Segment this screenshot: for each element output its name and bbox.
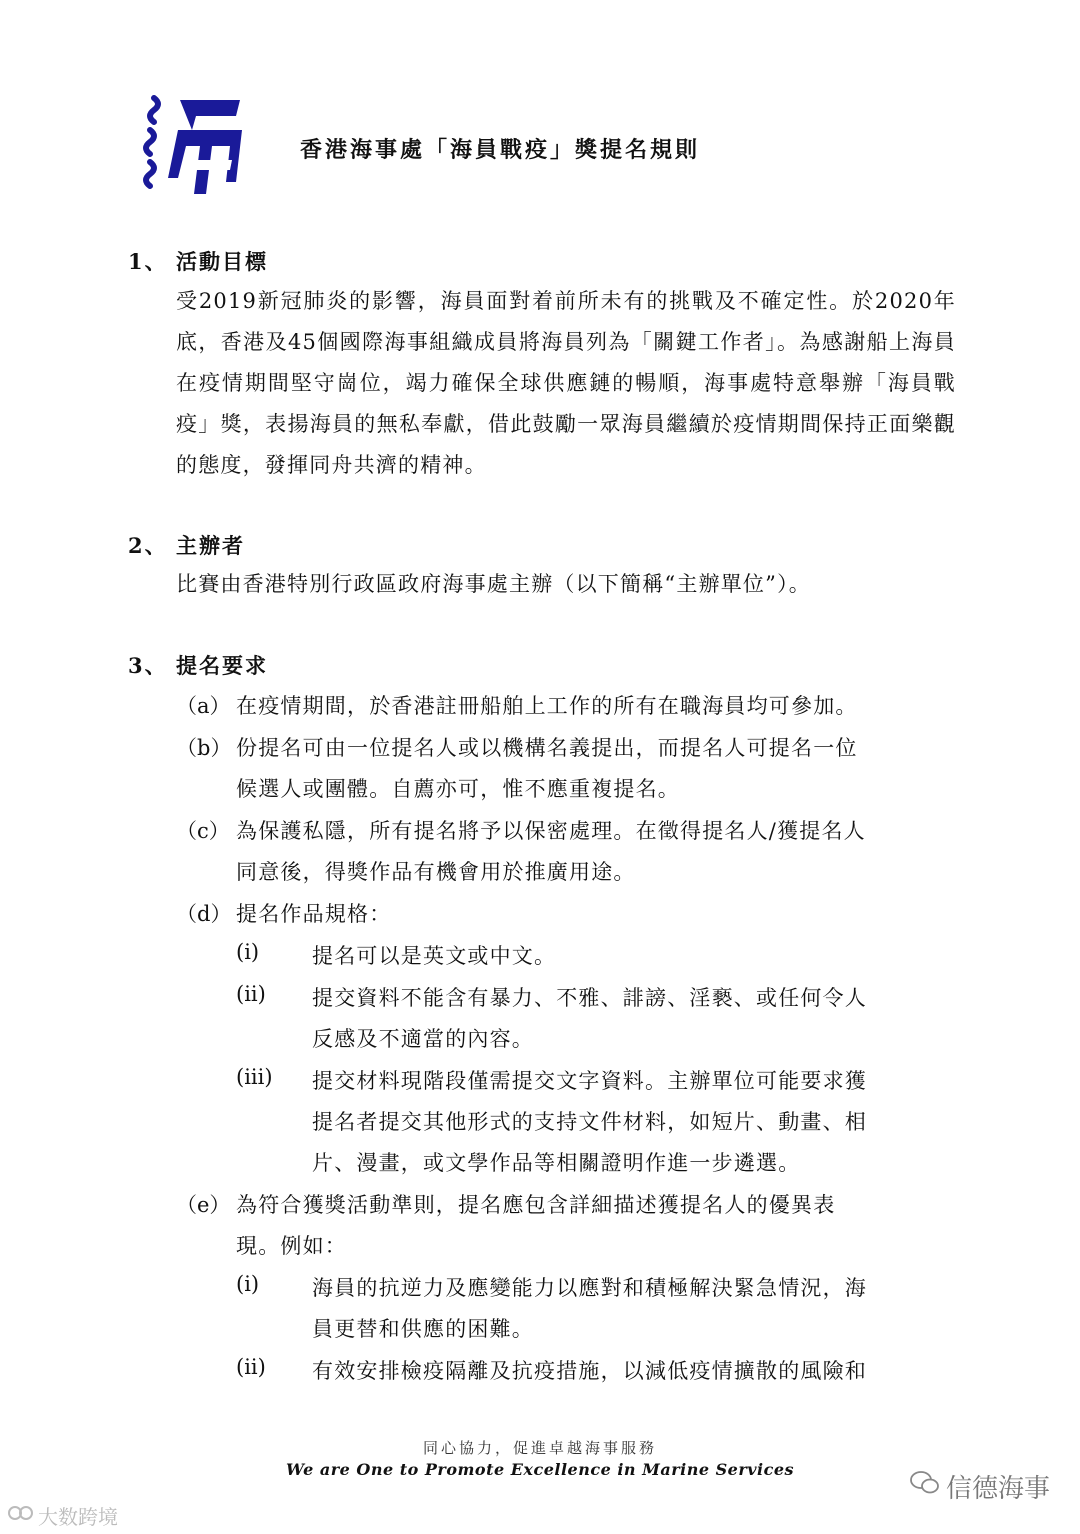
requirement-a-label: （a） xyxy=(176,694,231,718)
section-1-heading xyxy=(128,246,268,276)
watermark-left xyxy=(8,1501,118,1530)
section-number: 3、 xyxy=(128,653,168,678)
section-number: 2、 xyxy=(128,533,168,558)
watermark-right xyxy=(910,1468,1050,1505)
requirement-c-label: （c） xyxy=(176,819,230,843)
sub-item-line: 海員的抗逆力及應變能力以應對和積極解決緊急情況，海 xyxy=(312,1276,867,1300)
sub-item-line: 反感及不適當的內容。 xyxy=(312,1027,534,1051)
sub-item-line: 員更替和供應的困難。 xyxy=(312,1317,534,1341)
requirement-d-text: 提名作品規格： xyxy=(236,902,392,926)
sub-item-label: (iii) xyxy=(236,1065,273,1089)
section-title: 活動目標 xyxy=(176,249,268,274)
marine-department-logo xyxy=(140,90,250,200)
footer-slogan-english: We are One to Promote Excellence in Marine Services xyxy=(285,1460,795,1479)
sub-item-label: (i) xyxy=(236,1272,260,1296)
section-number: 1、 xyxy=(128,249,168,274)
brand-mark-icon xyxy=(8,1503,34,1528)
sub-item-line: 提交材料現階段僅需提交文字資料。主辦單位可能要求獲 xyxy=(312,1069,867,1093)
sub-item-line: 提名可以是英文或中文。 xyxy=(312,944,557,968)
watermark-text: 大数跨境 xyxy=(38,1505,118,1529)
sub-item-label: (ii) xyxy=(236,1355,266,1379)
sub-item-line: 有效安排檢疫隔離及抗疫措施，以減低疫情擴散的風險和 xyxy=(312,1359,867,1383)
requirement-a-line: 在疫情期間，於香港註冊船舶上工作的所有在職海員均可參加。 xyxy=(236,694,858,718)
document-title: 香港海事處「海員戰疫」獎提名規則 xyxy=(300,137,701,163)
requirement-c-line: 為保護私隱，所有提名將予以保密處理。在徵得提名人/獲提名人 xyxy=(236,819,866,843)
section-2-heading xyxy=(128,530,245,560)
requirement-e-label: （e） xyxy=(176,1193,231,1217)
requirement-c-line: 同意後，得獎作品有機會用於推廣用途。 xyxy=(236,860,636,884)
footer-slogan-chinese: 同心協力，促進卓越海事服務 xyxy=(422,1439,657,1457)
section-2-body: 比賽由香港特別行政區政府海事處主辦（以下簡稱“主辦單位”）。 xyxy=(176,572,811,596)
requirement-b-line: 份提名可由一位提名人或以機構名義提出，而提名人可提名一位 xyxy=(236,736,858,760)
sub-item-label: (ii) xyxy=(236,982,266,1006)
section-3-heading xyxy=(128,650,268,680)
sub-item-line: 提名者提交其他形式的支持文件材料，如短片、動畫、相 xyxy=(312,1110,867,1134)
wechat-icon xyxy=(910,1470,940,1503)
requirement-e-line: 現。例如： xyxy=(236,1234,347,1258)
sub-item-label: (i) xyxy=(236,940,260,964)
section-title: 主辦者 xyxy=(176,533,245,558)
requirement-b-line: 候選人或團體。自薦亦可，惟不應重複提名。 xyxy=(236,777,680,801)
section-title: 提名要求 xyxy=(176,653,268,678)
requirement-b-label: （b） xyxy=(176,736,232,760)
requirement-d-label: （d） xyxy=(176,902,232,926)
sub-item-line: 片、漫畫，或文學作品等相關證明作進一步遴選。 xyxy=(312,1151,801,1175)
requirement-e-line: 為符合獲獎活動準則，提名應包含詳細描述獲提名人的優異表 xyxy=(236,1193,836,1217)
watermark-text: 信德海事 xyxy=(945,1474,1050,1504)
section-1-body: 受2019新冠肺炎的影響，海員面對着前所未有的挑戰及不確定性。於2020年底，香港及45個國際海事組織成員將海員列為「關鍵工作者」。為感謝船上海員在疫情期間堅守崗位，竭力確保全球供應鏈的暢順，海事處特意舉辦「海員戰疫」獎，表揚海員的無私奉獻，借此鼓勵一眾海員繼續於疫情期間保持正面樂觀的態度，發揮同舟共濟的精神。 xyxy=(176,289,956,477)
sub-item-line: 提交資料不能含有暴力、不雅、誹謗、淫褻、或任何令人 xyxy=(312,986,867,1010)
